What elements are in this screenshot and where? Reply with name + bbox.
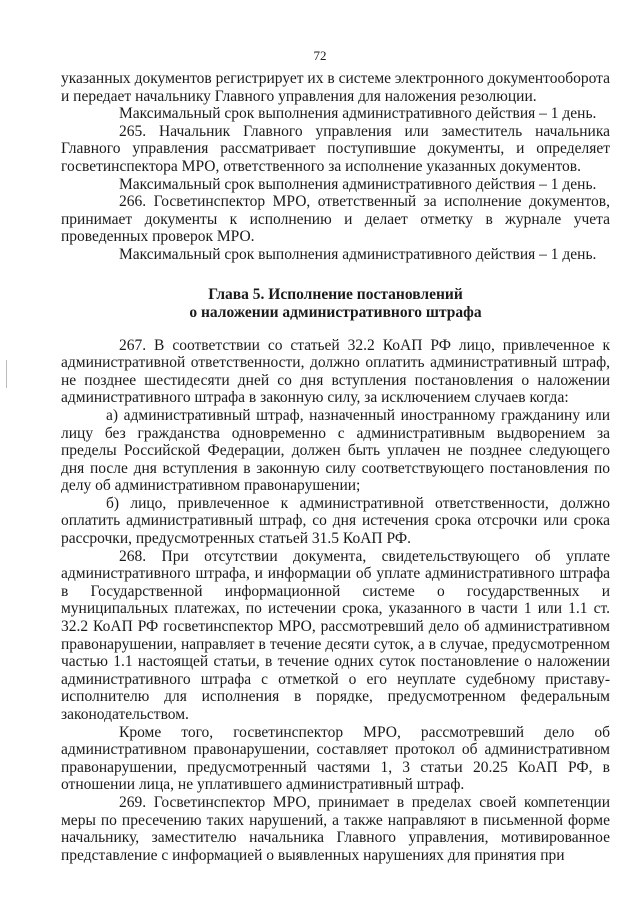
document-body — [61, 70, 610, 864]
paragraph: 266. Госветинспектор МРО, ответственный за исполнение документов, принимает документы к исполнению и делает отметку в журнале учета проведенных проверок МРО. — [61, 193, 610, 246]
paragraph: б) лицо, привлеченное к административной ответственности, должно оплатить административный штраф, со дня истечения срока отсрочки или срока рассрочки, предусмотренных статьей 31.5 КоАП РФ. — [61, 494, 610, 548]
paragraph: 269. Госветинспектор МРО, принимает в пределах своей компетенции меры по пресечению таких нарушений, а также направляют в письменной форме начальнику, заместителю начальника Главного управления, мотивированное представление с информацией о выявленных нарушениях для принятия при — [61, 793, 610, 864]
paragraph: а) административный штраф, назначенный иностранному гражданину или лицу без гражданства одновременно с административным выдворением за пределы Российской Федерации, должен быть уплачен не позднее следующего дня после дня вступления в законную силу соответствующего постановления по делу об административном правонарушении; — [61, 406, 610, 495]
paragraph: 265. Начальник Главного управления или заместитель начальника Главного управления рассматривает поступившие документы, и определяет госветинспектора МРО, ответственного за исполнение указанных документов. — [61, 122, 610, 175]
chapter-title: Глава 5. Исполнение постановлений — [208, 285, 463, 303]
paragraph: указанных документов регистрирует их в системе электронного документооборота и передает начальнику Главного управления для наложения резолюции. — [61, 70, 610, 105]
margin-mark — [6, 360, 7, 388]
paragraph: Максимальный срок выполнения административного действия – 1 день. — [119, 245, 597, 263]
paragraph: Максимальный срок выполнения административного действия – 1 день. — [119, 175, 597, 193]
paragraph: 267. В соответствии со статьей 32.2 КоАП РФ лицо, привлеченное к административной ответственности, должно оплатить административный штраф, не позднее шестидесяти дней со дня вступления постановления о наложении административного штрафа в законную силу, за исключением случаев когда: — [61, 336, 610, 407]
paragraph: 268. При отсутствии документа, свидетельствующего об уплате административного штрафа, и информации об уплате административного штрафа в Государственной информационной системе о государственных и муниципальных платежах, по истечении срока, указанного в части 1 или 1.1 ст. 32.2 КоАП РФ госветинспектор МРО, рассмотревший дело об административном правонарушении, направляет в течение десяти суток, а в случае, предусмотренном частью 1.1 настоящей статьи, в течение одних суток постановление о наложении административного штрафа с отметкой о его неуплате судебному приставу-исполнителю для исполнения в порядке, предусмотренном федеральным законодательством. — [61, 547, 610, 723]
paragraph: Кроме того, госветинспектор МРО, рассмотревший дело об административном правонарушении, составляет протокол об административном правонарушении, предусмотренный частями 1, 3 статьи 20.25 КоАП РФ, в отношении лица, не уплатившего административный штраф. — [61, 723, 610, 794]
chapter-subtitle: о наложении административного штрафа — [189, 303, 482, 321]
chapter-heading — [61, 286, 610, 322]
page-number: 72 — [313, 48, 327, 63]
paragraph: Максимальный срок выполнения административного действия – 1 день. — [119, 105, 597, 123]
